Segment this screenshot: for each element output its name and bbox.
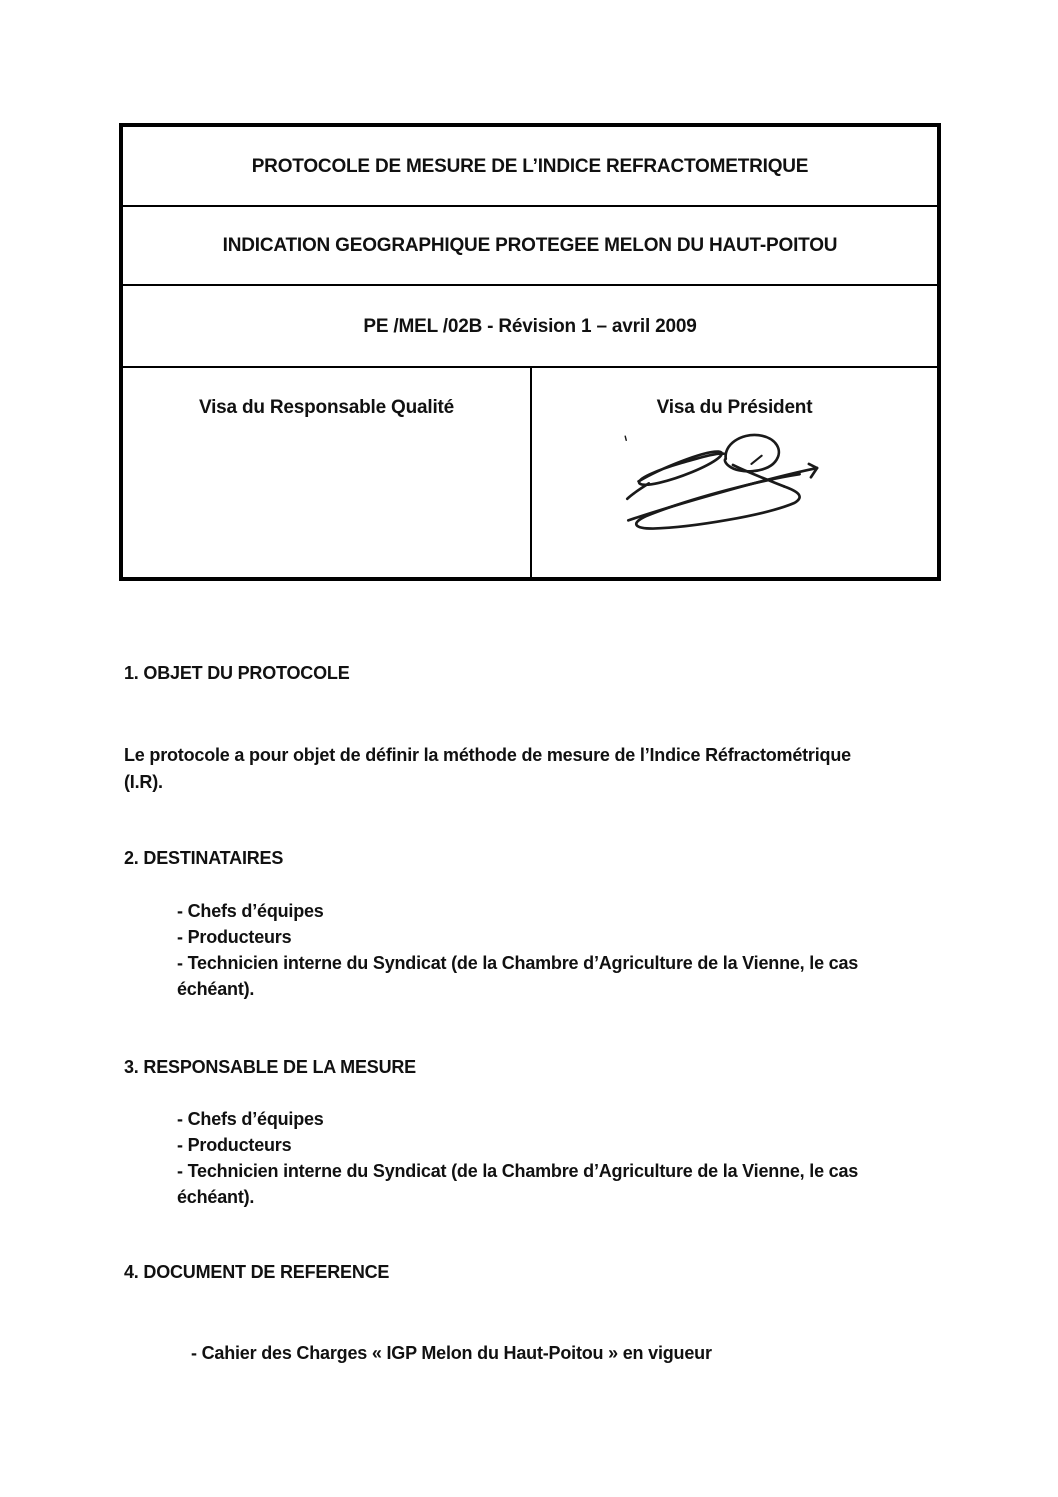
section-2-list: - Chefs d’équipes - Producteurs - Technicien interne du Syndicat (de la Chambre d’Agriculture de la Vienne, le cas échéant).	[177, 901, 859, 999]
section-2-heading: 2. DESTINATAIRES	[124, 848, 284, 868]
visa-quality-label: Visa du Responsable Qualité	[198, 397, 455, 418]
document-subtitle: INDICATION GEOGRAPHIQUE PROTEGEE MELON DU HAUT-POITOU	[222, 235, 838, 256]
visa-president-label: Visa du Président	[656, 397, 813, 418]
document-title: PROTOCOLE DE MESURE DE L’INDICE REFRACTOMETRIQUE	[251, 155, 809, 177]
visa-president-cell	[532, 368, 937, 577]
document-reference-code: PE /MEL /02B - Révision 1 – avril 2009	[363, 315, 697, 337]
header-row-title	[123, 127, 937, 207]
section-3-heading: 3. RESPONSABLE DE LA MESURE	[124, 1057, 416, 1077]
header-table	[119, 123, 941, 581]
section-1-heading: 1. OBJET DU PROTOCOLE	[124, 663, 350, 683]
president-signature	[622, 428, 848, 546]
section-1-paragraph: Le protocole a pour objet de définir la méthode de mesure de l’Indice Réfractométrique (I.R).	[124, 745, 851, 792]
section-3-list: - Chefs d’équipes - Producteurs - Technicien interne du Syndicat (de la Chambre d’Agriculture de la Vienne, le cas échéant).	[177, 1109, 859, 1207]
visa-quality-cell	[123, 368, 532, 577]
header-row-subtitle	[123, 207, 937, 286]
section-4-heading: 4. DOCUMENT DE REFERENCE	[124, 1262, 390, 1282]
header-row-reference	[123, 286, 937, 368]
header-row-visas	[123, 368, 937, 577]
signature-scribble-icon	[622, 428, 848, 546]
section-4-reference-line: - Cahier des Charges « IGP Melon du Haut-Poitou » en vigueur	[191, 1343, 712, 1363]
